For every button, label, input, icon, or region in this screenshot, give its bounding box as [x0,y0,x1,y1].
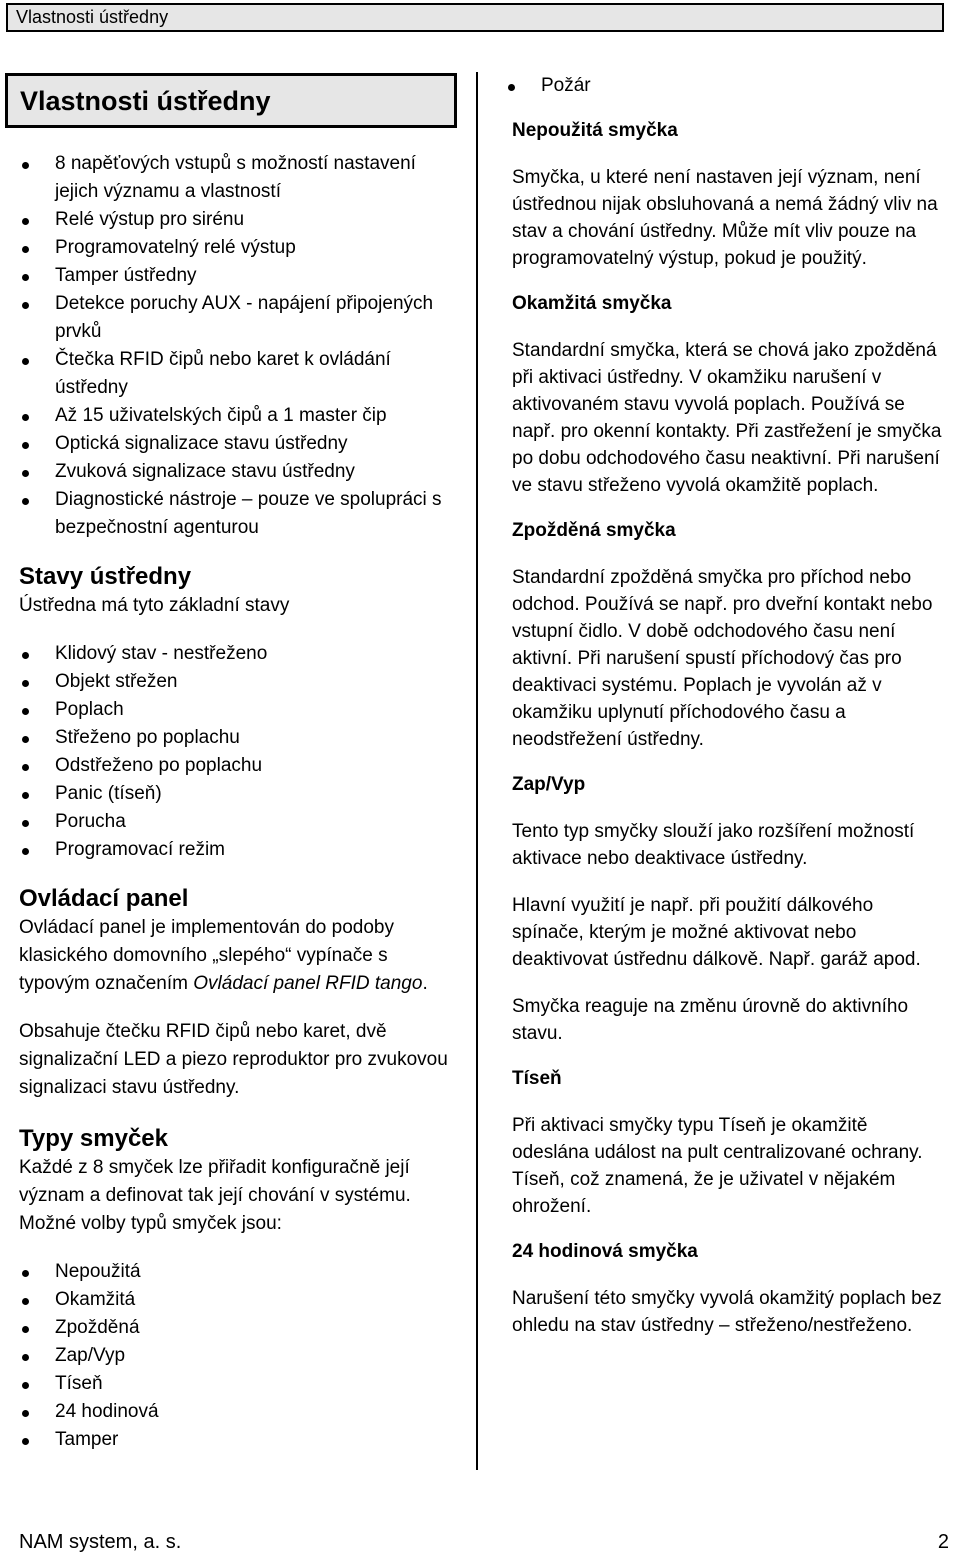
features-list [19,150,459,542]
list-item: Klidový stav - nestřeženo [19,640,459,668]
list-item: Relé výstup pro sirénu [19,206,459,234]
unused-loop-text: Smyčka, u které není nastaven její význam, není ústřednou nijak obsluhovaná a nemá žádný vliv na stav a chování ústředny. Může mít vliv pouze na programovatelný výstup, pokud je použitý. [512,167,938,269]
section-title: Vlastnosti ústředny [20,86,271,116]
list-item: Až 15 uživatelských čipů a 1 master čip [19,402,459,430]
section-title-box [5,73,457,128]
list-item: 24 hodinová [19,1398,459,1426]
list-item: Odstřeženo po poplachu [19,752,459,780]
instant-loop-text: Standardní smyčka, která se chová jako zpožděná při aktivaci ústředny. V okamžiku narušení v aktivovaném stavu vyvolá poplach. Používá se např. pro okenní kontakty. Při zastřežení je smyčka po dobu odchodového času neaktivní. Při narušení ve stavu střeženo vyvolá okamžitě poplach. [512,340,942,496]
loops-list [19,1258,459,1454]
loops-list-continued [505,72,942,99]
panic-loop-text: Při aktivaci smyčky typu Tíseň je okamžitě odeslána událost na pult centralizované ochrany. Tíseň, což znamená, že je uživatel v nějakém ohrožení. [512,1115,923,1217]
loops-intro: Každé z 8 smyček lze přiřadit konfiguračně její význam a definovat tak její chování v systému. Možné volby typů smyček jsou: [19,1157,411,1234]
list-item: Objekt střežen [19,668,459,696]
list-item: Okamžitá [19,1286,459,1314]
panel-product-name: Ovládací panel RFID tango [193,973,423,994]
onoff-loop-text-3: Smyčka reaguje na změnu úrovně do aktivního stavu. [512,996,909,1044]
list-item: Tamper [19,1426,459,1454]
list-item: Zpožděná [19,1314,459,1342]
onoff-loop-text-1: Tento typ smyčky slouží jako rozšíření možností aktivace nebo deaktivace ústředny. [512,821,915,869]
list-item: Detekce poruchy AUX - napájení připojených prvků [19,290,459,346]
list-item: Tíseň [19,1370,459,1398]
loops-heading: Typy smyček [19,1125,168,1152]
list-item: Porucha [19,808,459,836]
panel-paragraph-1 [19,914,459,998]
list-item: Nepoužitá [19,1258,459,1286]
onoff-loop-text-2: Hlavní využití je např. při použití dálkového spínače, kterým je možné aktivovat nebo deaktivovat ústřednu dálkově. Např. garáž apod. [512,895,921,970]
footer-company: NAM system, a. s. [19,1531,182,1553]
panic-loop-heading: Tíseň [512,1068,562,1089]
list-item: Poplach [19,696,459,724]
states-heading: Stavy ústředny [19,563,192,590]
list-item: Programovatelný relé výstup [19,234,459,262]
panel-text: Ovládací panel je implementován do podoby klasického domovního „slepého“ vypínače s typovým označením [19,917,394,994]
panel-heading: Ovládací panel [19,885,189,912]
h24-loop-heading: 24 hodinová smyčka [512,1241,698,1262]
list-item: Diagnostické nástroje – pouze ve spolupráci s bezpečnostní agenturou [19,486,459,542]
states-intro: Ústředna má tyto základní stavy [19,595,290,616]
instant-loop-heading: Okamžitá smyčka [512,293,672,314]
list-item: Tamper ústředny [19,262,459,290]
onoff-loop-heading: Zap/Vyp [512,774,586,795]
page-header [6,3,944,32]
h24-loop-text: Narušení této smyčky vyvolá okamžitý poplach bez ohledu na stav ústředny – střeženo/nestřeženo. [512,1288,942,1336]
unused-loop-heading: Nepoužitá smyčka [512,120,678,141]
list-item: Požár [505,72,942,99]
list-item: Optická signalizace stavu ústředny [19,430,459,458]
delayed-loop-text: Standardní zpožděná smyčka pro příchod nebo odchod. Používá se např. pro dveřní kontakt nebo vstupní čidlo. V době odchodového času není aktivní. Při narušení spustí příchodový čas pro deaktivaci systému. Poplach je vyvolán až v okamžiku uplynutí příchodového času a neodstřežení ústředny. [512,567,933,750]
list-item: Střeženo po poplachu [19,724,459,752]
delayed-loop-heading: Zpožděná smyčka [512,520,676,541]
header-title: Vlastnosti ústředny [16,7,169,27]
list-item: 8 napěťových vstupů s možností nastavení jejich významu a vlastností [19,150,459,206]
page-number: 2 [937,1531,949,1553]
list-item: Panic (tíseň) [19,780,459,808]
column-divider [476,72,478,1470]
panel-paragraph-2: Obsahuje čtečku RFID čipů nebo karet, dvě signalizační LED a piezo reproduktor pro zvukovou signalizaci stavu ústředny. [19,1021,448,1098]
list-item: Zvuková signalizace stavu ústředny [19,458,459,486]
states-list [19,640,459,864]
list-item: Zap/Vyp [19,1342,459,1370]
right-column [512,72,942,1339]
list-item: Programovací režim [19,836,459,864]
left-column [19,150,459,1454]
list-item: Čtečka RFID čipů nebo karet k ovládání ústředny [19,346,459,402]
panel-text-end: . [422,973,428,994]
